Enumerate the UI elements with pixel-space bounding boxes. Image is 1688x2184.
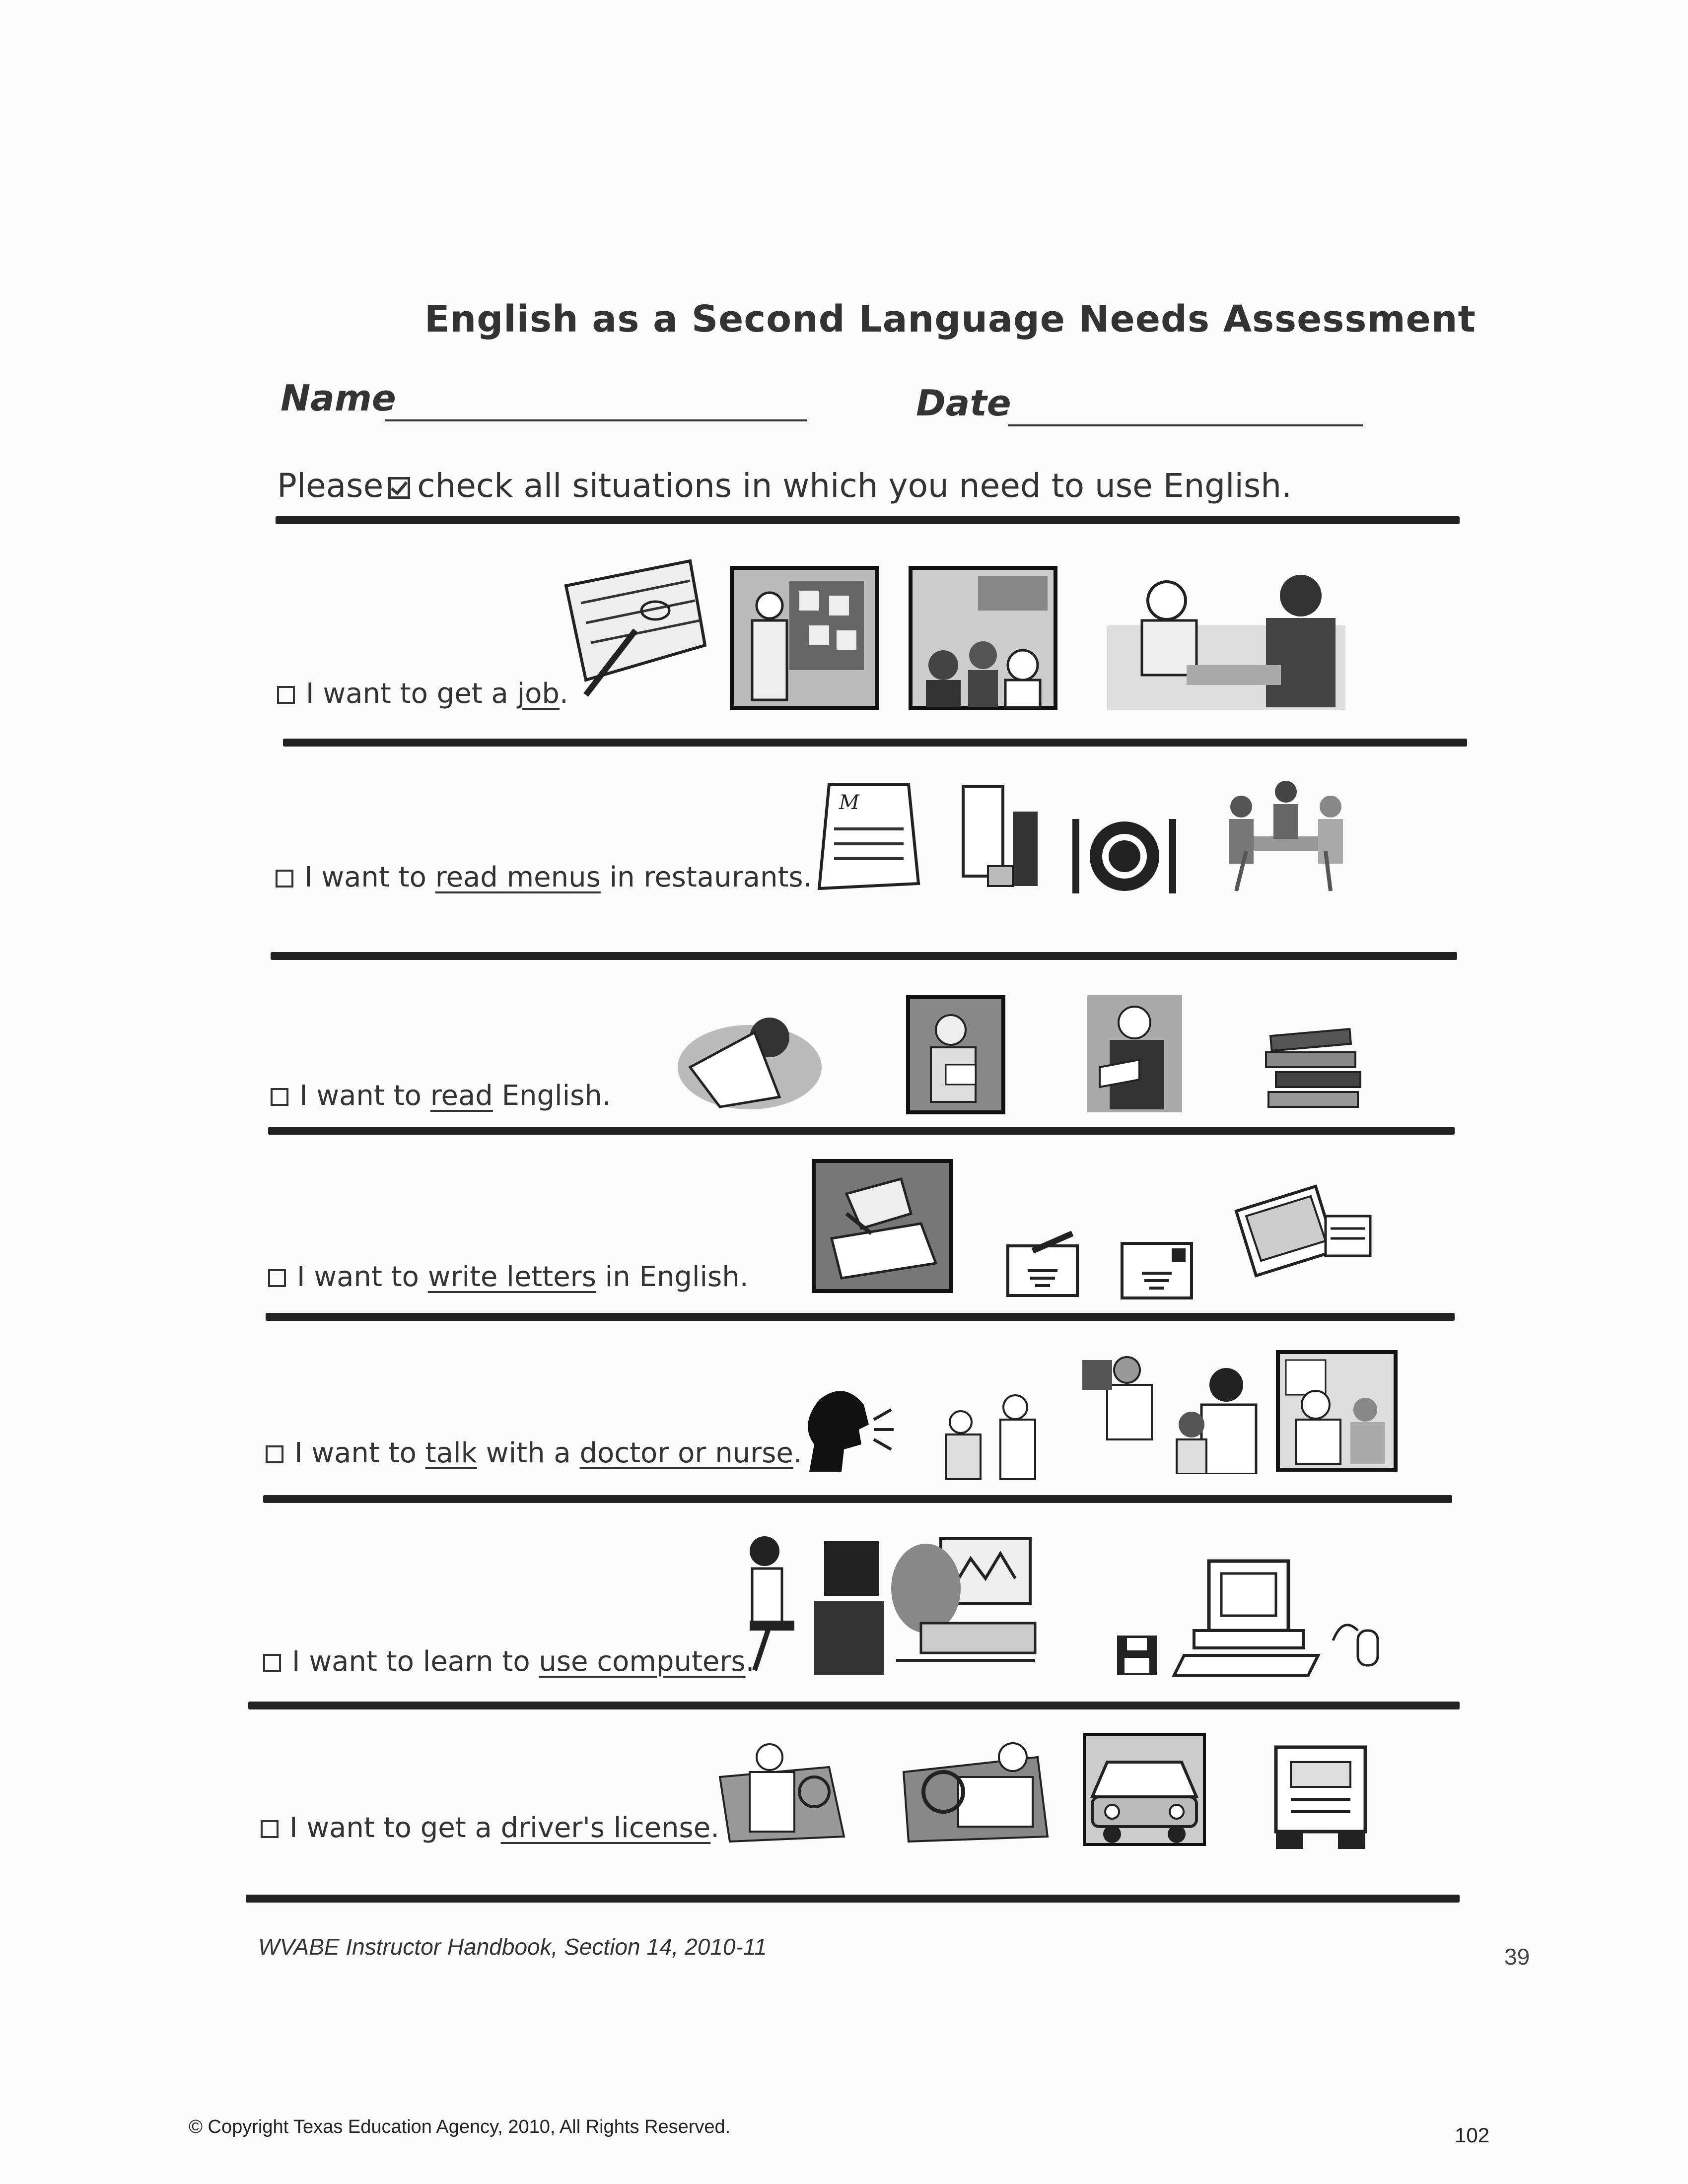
list-item[interactable]: I want to get a job. (277, 678, 568, 710)
copyright-notice: © Copyright Texas Education Agency, 2010, All Rights Reserved. (189, 2116, 731, 2137)
man-reading-paper-icon (675, 1003, 824, 1112)
seatbelt-driver-icon (899, 1732, 1053, 1846)
checkbox-drivers-license[interactable] (261, 1820, 279, 1838)
divider (248, 1702, 1460, 1709)
typing-hands-icon (891, 1529, 1040, 1668)
date-field[interactable] (1008, 424, 1363, 426)
checkbox-doctor[interactable] (266, 1445, 283, 1463)
patient-doctor-icon (931, 1387, 1065, 1482)
book-stack-icon (1261, 1023, 1370, 1112)
checkbox-job[interactable] (277, 686, 295, 704)
list-item[interactable]: I want to get a driver's license. (261, 1812, 719, 1844)
divider (268, 1127, 1455, 1135)
envelope-icon (1117, 1238, 1196, 1303)
job-interview-icon (1102, 571, 1350, 715)
job-board-icon (730, 566, 879, 710)
list-item[interactable]: I want to read English. (271, 1080, 611, 1112)
list-item[interactable]: I want to read menus in restaurants. (276, 861, 812, 893)
checkbox-write-letters[interactable] (268, 1269, 286, 1287)
diners-icon (1206, 772, 1365, 901)
divider (276, 516, 1460, 524)
hand-writing-icon (812, 1159, 953, 1293)
divider (246, 1895, 1460, 1903)
license-card-icon (1271, 1742, 1370, 1851)
person-at-computer-icon (735, 1526, 884, 1675)
letter-pen-icon (1003, 1231, 1082, 1300)
desktop-computer-icon (1169, 1556, 1393, 1680)
condiments-icon (958, 782, 1048, 896)
mail-documents-icon (1226, 1181, 1375, 1281)
divider (266, 1313, 1455, 1321)
instruction-text: Please check all situations in which you need to use English. (277, 467, 1292, 505)
divider (283, 739, 1467, 747)
speaking-head-icon (799, 1380, 899, 1474)
menu-card-icon (814, 779, 923, 893)
page-number: 102 (1455, 2123, 1490, 2147)
checkbox-read[interactable] (271, 1088, 288, 1106)
list-item[interactable]: I want to learn to use computers. (263, 1645, 754, 1678)
reader-armchair-icon (906, 995, 1005, 1114)
page-number-handbook: 39 (1504, 1944, 1530, 1970)
floppy-disk-icon (1115, 1633, 1159, 1678)
doctor-exam-icon (1276, 1350, 1398, 1472)
car-front-icon (1082, 1732, 1206, 1846)
medical-team-icon (1077, 1350, 1276, 1474)
list-item[interactable]: I want to write letters in English. (268, 1261, 749, 1293)
student-book-icon (1085, 993, 1184, 1114)
driver-seat-icon (715, 1737, 849, 1846)
name-field[interactable] (385, 419, 807, 421)
list-item[interactable]: I want to talk with a doctor or nurse. (266, 1437, 802, 1469)
job-fair-icon (909, 566, 1057, 710)
divider (263, 1495, 1452, 1503)
page-title: English as a Second Language Needs Assessment (424, 298, 1476, 341)
classified-ads-icon (556, 556, 735, 700)
checkbox-computers[interactable] (263, 1654, 281, 1672)
name-label: Name (281, 377, 396, 419)
divider (271, 952, 1457, 960)
checkbox-checked-icon (388, 477, 410, 499)
date-label: Date (916, 382, 1011, 424)
handbook-reference: WVABE Instructor Handbook, Section 14, 2010-11 (258, 1934, 767, 1960)
place-setting-icon (1067, 809, 1182, 898)
svg-text:M: M (839, 791, 859, 814)
checkbox-menus[interactable] (276, 870, 293, 887)
